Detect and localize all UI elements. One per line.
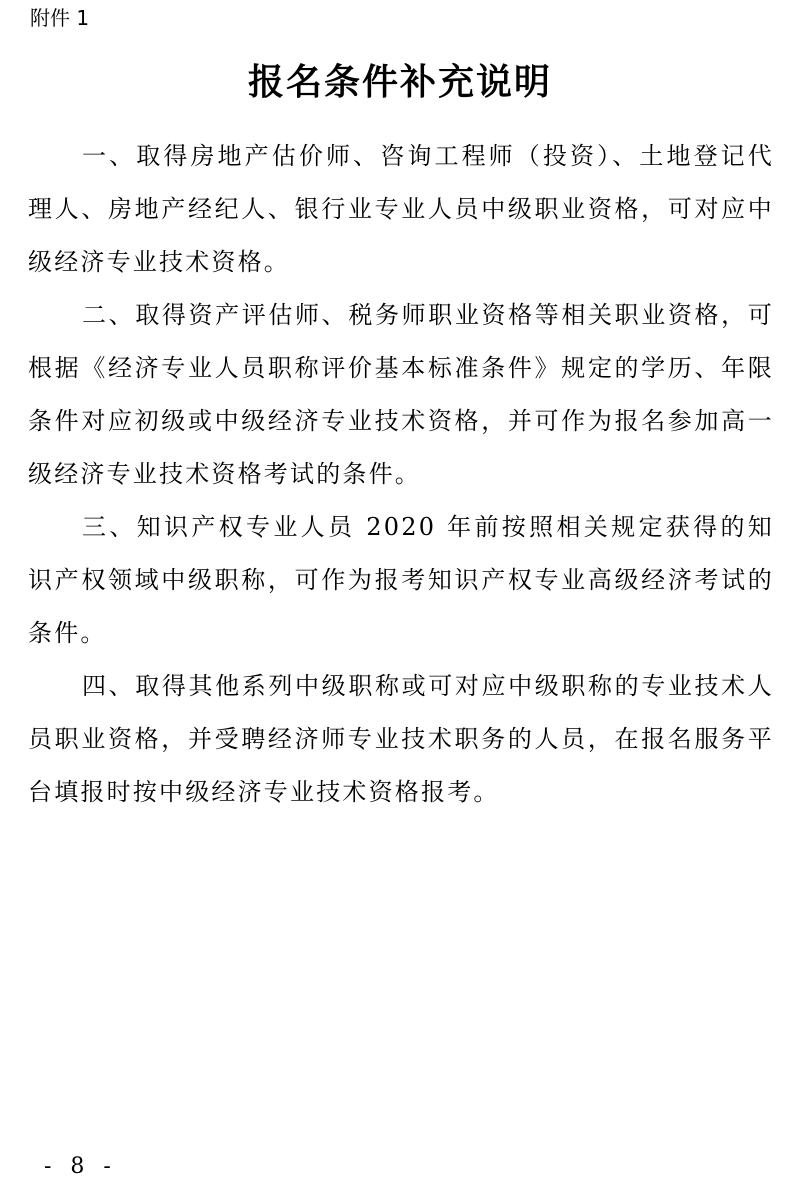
paragraph-2: 二、取得资产评估师、税务师职业资格等相关职业资格，可根据《经济专业人员职称评价基本标准条件》规定的学历、年限条件对应初级或中级经济专业技术资格，并可作为报名参加高一级经济专业技术资格考试的条件。	[28, 301, 774, 488]
attachment-label: 附件 1	[30, 6, 90, 30]
document-title: 报名条件补充说明	[247, 62, 552, 104]
paragraph-4: 四、取得其他系列中级职称或可对应中级职称的专业技术人员职业资格，并受聘经济师专业技术职务的人员，在报名服务平台填报时按中级经济专业技术资格报考。	[28, 672, 774, 806]
page-number: - 8 -	[44, 1154, 117, 1179]
document-body	[28, 130, 774, 819]
paragraph-1: 一、取得房地产估价师、咨询工程师（投资）、土地登记代理人、房地产经纪人、银行业专业人员中级职业资格，可对应中级经济专业技术资格。	[28, 142, 774, 276]
paragraph-3: 三、知识产权专业人员 2020 年前按照相关规定获得的知识产权领域中级职称，可作为报考知识产权专业高级经济考试的条件。	[28, 513, 774, 647]
